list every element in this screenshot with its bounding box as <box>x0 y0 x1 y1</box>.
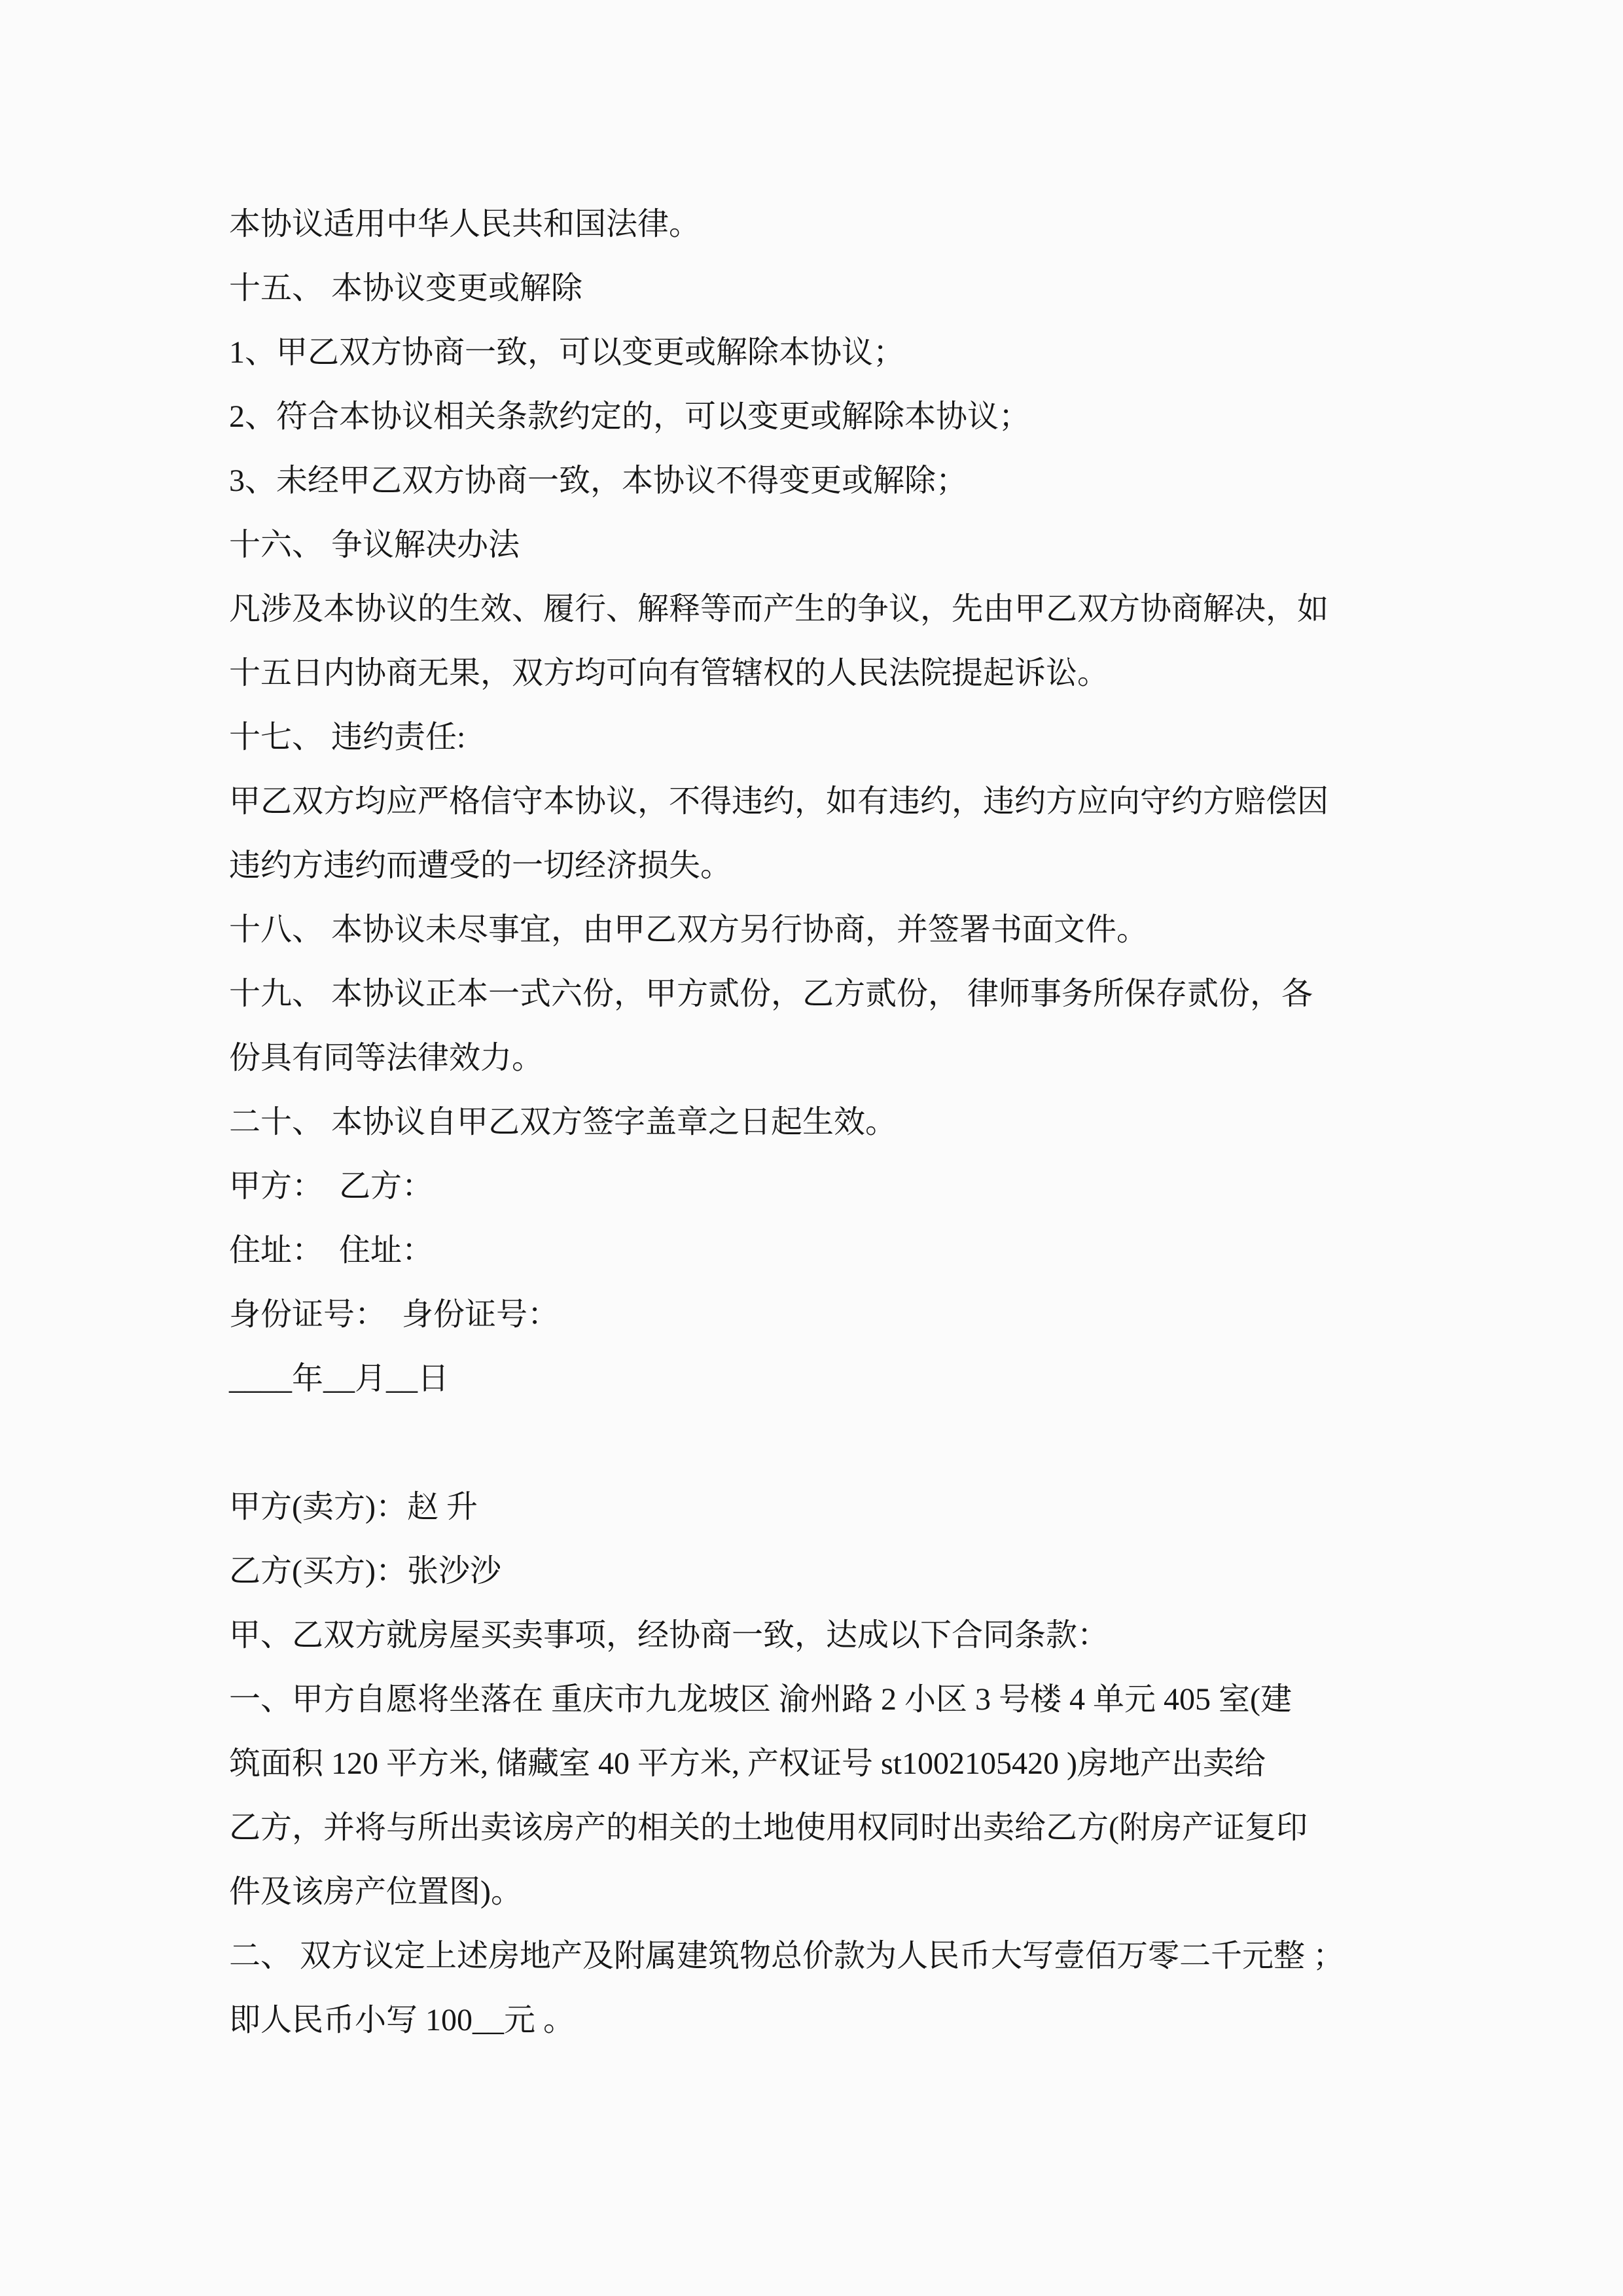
document-line: 十六、 争议解决办法 <box>229 528 520 562</box>
document-line: 十九、 本协议正本一式六份，甲方贰份，乙方贰份， 律师事务所保存贰份，各 <box>229 977 1313 1011</box>
document-line: 十五日内协商无果，双方均可向有管辖权的人民法院提起诉讼。 <box>229 656 1109 691</box>
document-line: 件及该房产位置图)。 <box>229 1874 522 1909</box>
document-line: 乙方(买方)：张沙沙 <box>229 1554 501 1588</box>
document-line: 违约方违约而遭受的一切经济损失。 <box>229 848 732 883</box>
document-line-blank <box>229 1411 1407 1475</box>
document-line: 二、 双方议定上述房地产及附属建筑物总价款为人民币大写壹佰万零二千元整 ； <box>229 1939 1345 1973</box>
document-line: 一、甲方自愿将坐落在 重庆市九龙坡区 渝州路 2 小区 3 号楼 4 单元 405 室(建 <box>229 1682 1292 1717</box>
document-line: 十八、 本协议未尽事宜，由甲乙双方另行协商，并签署书面文件。 <box>229 912 1149 947</box>
document-line: 乙方，并将与所出卖该房产的相关的土地使用权同时出卖给乙方(附房产证复印 <box>229 1810 1308 1845</box>
document-body <box>229 192 1407 2053</box>
document-line: 甲、乙双方就房屋买卖事项，经协商一致，达成以下合同条款： <box>229 1618 1109 1653</box>
document-line: 甲方： 乙方： <box>229 1169 434 1204</box>
document-line: 即人民币小写 100__元 。 <box>229 2003 575 2037</box>
document-line: 住址： 住址： <box>229 1233 434 1268</box>
document-line: 甲乙双方均应严格信守本协议，不得违约，如有违约，违约方应向守约方赔偿因 <box>229 784 1329 819</box>
document-line: 本协议适用中华人民共和国法律。 <box>229 207 701 242</box>
document-line: 身份证号： 身份证号： <box>229 1297 560 1332</box>
document-line: ____年__月__日 <box>229 1361 450 1396</box>
document-line: 凡涉及本协议的生效、履行、解释等而产生的争议，先由甲乙双方协商解决，如 <box>229 592 1329 626</box>
document-line: 筑面积 120 平方米, 储藏室 40 平方米, 产权证号 st1002105420 )房地产出卖给 <box>229 1746 1266 1781</box>
document-line: 十七、 违约责任: <box>229 720 466 755</box>
document-line: 份具有同等法律效力。 <box>229 1041 544 1075</box>
document-line: 1、甲乙双方协商一致，可以变更或解除本协议； <box>229 335 905 370</box>
document-line: 十五、 本协议变更或解除 <box>229 271 583 306</box>
document-line: 甲方(卖方)：赵 升 <box>229 1490 478 1524</box>
document-line: 2、符合本协议相关条款约定的，可以变更或解除本协议； <box>229 399 1031 434</box>
document-line: 二十、 本协议自甲乙双方签字盖章之日起生效。 <box>229 1105 897 1139</box>
document-line: 3、未经甲乙双方协商一致，本协议不得变更或解除； <box>229 463 968 498</box>
